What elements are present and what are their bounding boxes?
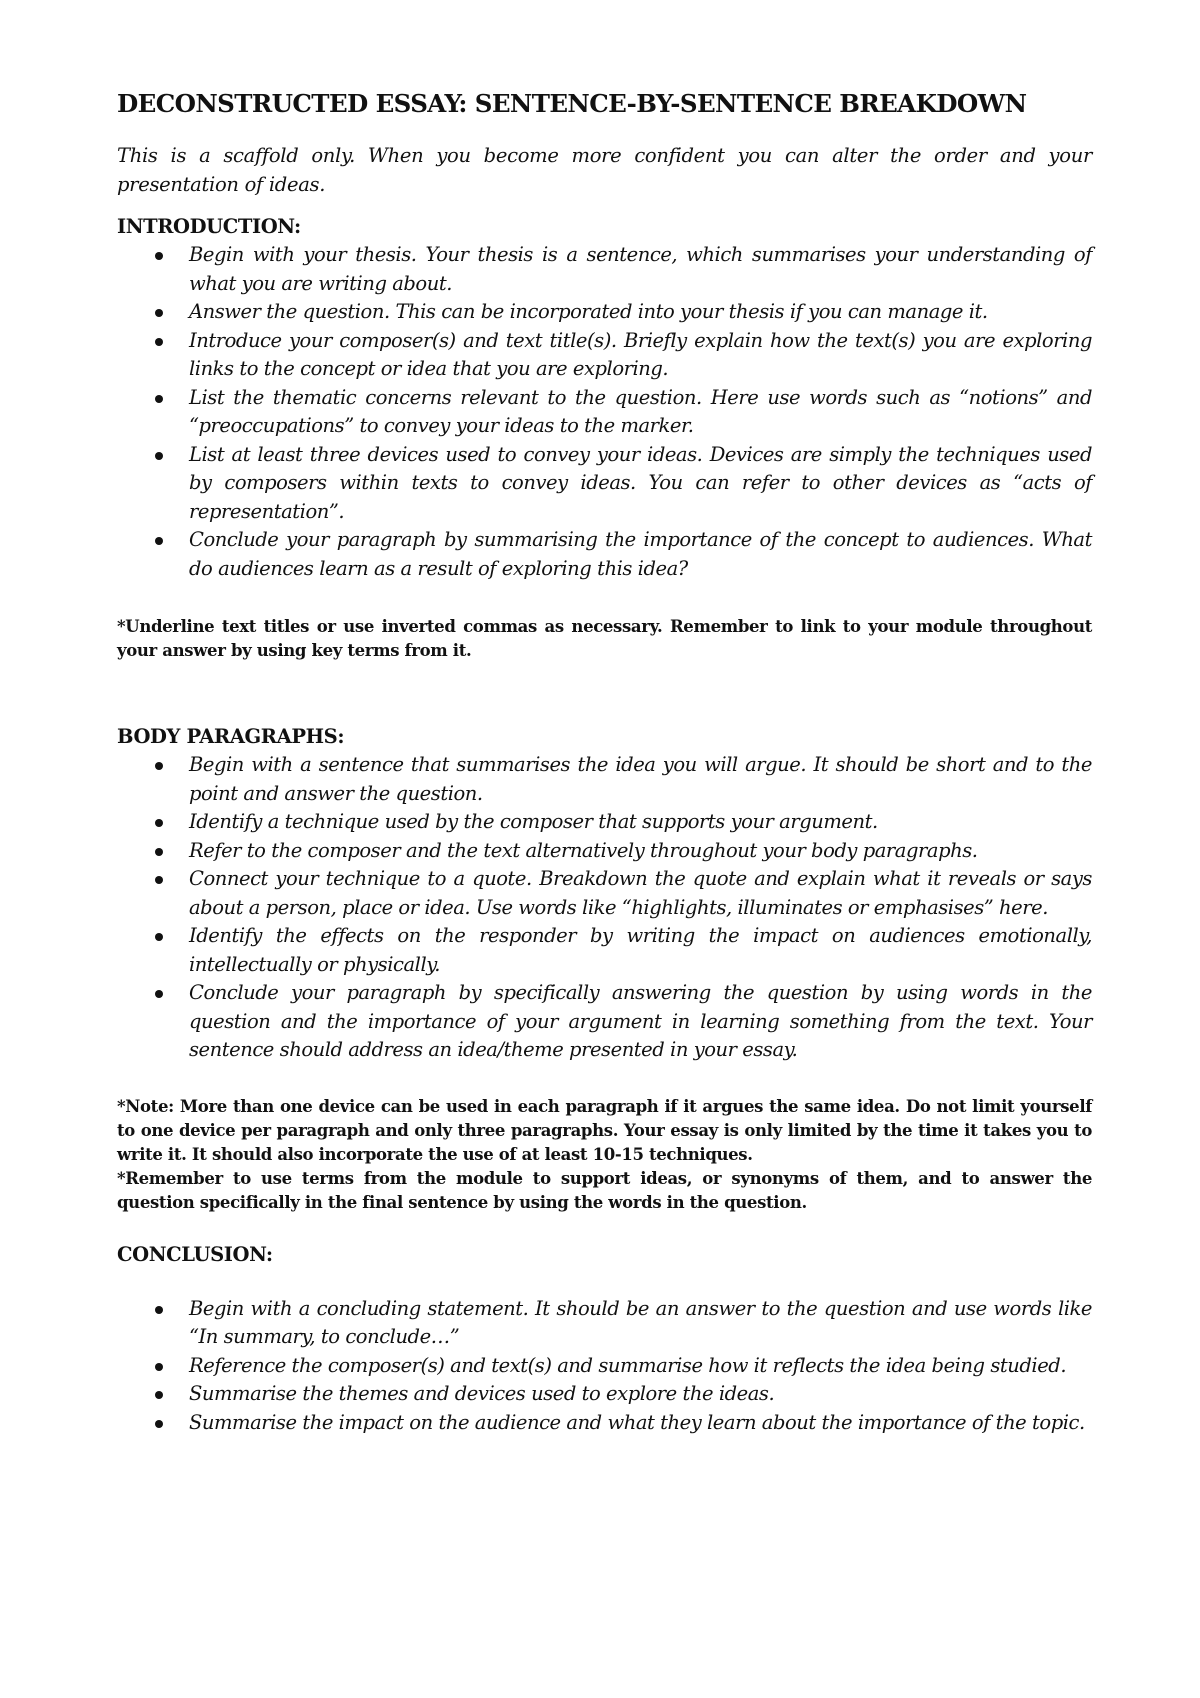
list-item xyxy=(117,298,1092,327)
introduction-note: *Underline text titles or use inverted commas as necessary. Remember to link to your module throughout your answer by using key terms from it. xyxy=(117,617,1092,660)
list-item xyxy=(117,922,1092,979)
list-item xyxy=(117,441,1092,527)
body-paragraphs-heading: BODY PARAGRAPHS: xyxy=(117,725,345,748)
body-note-device: *Note: More than one device can be used in each paragraph if it argues the same idea. Do not limit yourself to one device per paragraph and only three paragraphs. Your essay is only limited by the time it takes you to write it. It should also incorporate the use of at least 10-15 techniques. xyxy=(117,1096,1092,1164)
list-item xyxy=(117,384,1092,441)
bullet-icon xyxy=(155,252,163,260)
body-paragraphs-list xyxy=(117,751,1092,1065)
document-title: DECONSTRUCTED ESSAY: SENTENCE-BY-SENTENCE BREAKDOWN xyxy=(117,89,1027,118)
list-item xyxy=(117,1352,1092,1381)
list-item-text: Summarise the impact on the audience and what they learn about the importance of the topic. xyxy=(189,1410,1085,1434)
list-item xyxy=(117,1380,1092,1409)
list-item xyxy=(117,979,1092,1065)
list-item-text: Begin with your thesis. Your thesis is a sentence, which summarises your understanding of what you are writing about. xyxy=(189,243,1092,295)
list-item-text: Refer to the composer and the text alternatively throughout your body paragraphs. xyxy=(189,838,978,862)
bullet-icon xyxy=(155,876,163,884)
list-item xyxy=(117,1295,1092,1352)
bullet-icon xyxy=(155,1391,163,1399)
introduction-list xyxy=(117,241,1092,583)
bullet-icon xyxy=(155,338,163,346)
bullet-icon xyxy=(155,309,163,317)
list-item-text: Connect your technique to a quote. Breakdown the quote and explain what it reveals or says about a person, place or idea. Use words like “highlights, illuminates or emphasises” here. xyxy=(189,867,1092,919)
body-note-terms: *Remember to use terms from the module to support ideas, or synonyms of them, and to answer the question specifically in the final sentence by using the words in the question. xyxy=(117,1168,1092,1212)
list-item xyxy=(117,1409,1092,1438)
bullet-icon xyxy=(155,452,163,460)
list-item xyxy=(117,526,1092,583)
list-item-text: Conclude your paragraph by summarising the importance of the concept to audiences. What do audiences learn as a result of exploring this idea? xyxy=(189,528,1092,580)
list-item-text: Summarise the themes and devices used to explore the ideas. xyxy=(189,1382,775,1405)
list-item xyxy=(117,327,1092,384)
list-item-text: Answer the question. This can be incorporated into your thesis if you can manage it. xyxy=(189,300,988,323)
bullet-icon xyxy=(155,1306,163,1314)
list-item xyxy=(117,751,1092,808)
list-item-text: List the thematic concerns relevant to the question. Here use words such as “notions” and “preoccupations” to convey your ideas to the marker. xyxy=(189,385,1092,437)
bullet-icon xyxy=(155,395,163,403)
list-item xyxy=(117,865,1092,922)
list-item xyxy=(117,241,1092,298)
list-item-text: Conclude your paragraph by specifically answering the question by using words in the question and the importance of your argument in learning something from the text. Your sentence should address an idea/theme presented in your essay. xyxy=(189,981,1092,1061)
conclusion-heading: CONCLUSION: xyxy=(117,1242,273,1266)
bullet-icon xyxy=(155,848,163,856)
bullet-icon xyxy=(155,537,163,545)
list-item-text: Identify a technique used by the composer that supports your argument. xyxy=(189,810,878,833)
bullet-icon xyxy=(155,990,163,998)
conclusion-list xyxy=(117,1295,1092,1438)
bullet-icon xyxy=(155,1420,163,1428)
list-item-text: Identify the effects on the responder by writing the impact on audiences emotionally, intellectually or physically. xyxy=(189,924,1092,976)
list-item-text: List at least three devices used to convey your ideas. Devices are simply the techniques used by composers within texts to convey ideas. You can refer to other devices as “acts of representation”. xyxy=(189,442,1092,523)
bullet-icon xyxy=(155,933,163,941)
list-item xyxy=(117,808,1092,837)
introduction-heading: INTRODUCTION: xyxy=(117,215,301,238)
list-item-text: Reference the composer(s) and text(s) and summarise how it reflects the idea being studied. xyxy=(189,1353,1067,1377)
list-item-text: Introduce your composer(s) and text title(s). Briefly explain how the text(s) you are exploring links to the concept or idea that you are exploring. xyxy=(189,328,1092,380)
document-page xyxy=(117,88,1092,1437)
bullet-icon xyxy=(155,762,163,770)
scaffold-note: This is a scaffold only. When you become more confident you can alter the order and your presentation of ideas. xyxy=(117,144,1092,196)
bullet-icon xyxy=(155,819,163,827)
bullet-icon xyxy=(155,1363,163,1371)
list-item xyxy=(117,837,1092,866)
list-item-text: Begin with a concluding statement. It should be an answer to the question and use words like “In summary, to conclude…” xyxy=(189,1296,1092,1348)
list-item-text: Begin with a sentence that summarises the idea you will argue. It should be short and to the point and answer the question. xyxy=(189,753,1092,805)
